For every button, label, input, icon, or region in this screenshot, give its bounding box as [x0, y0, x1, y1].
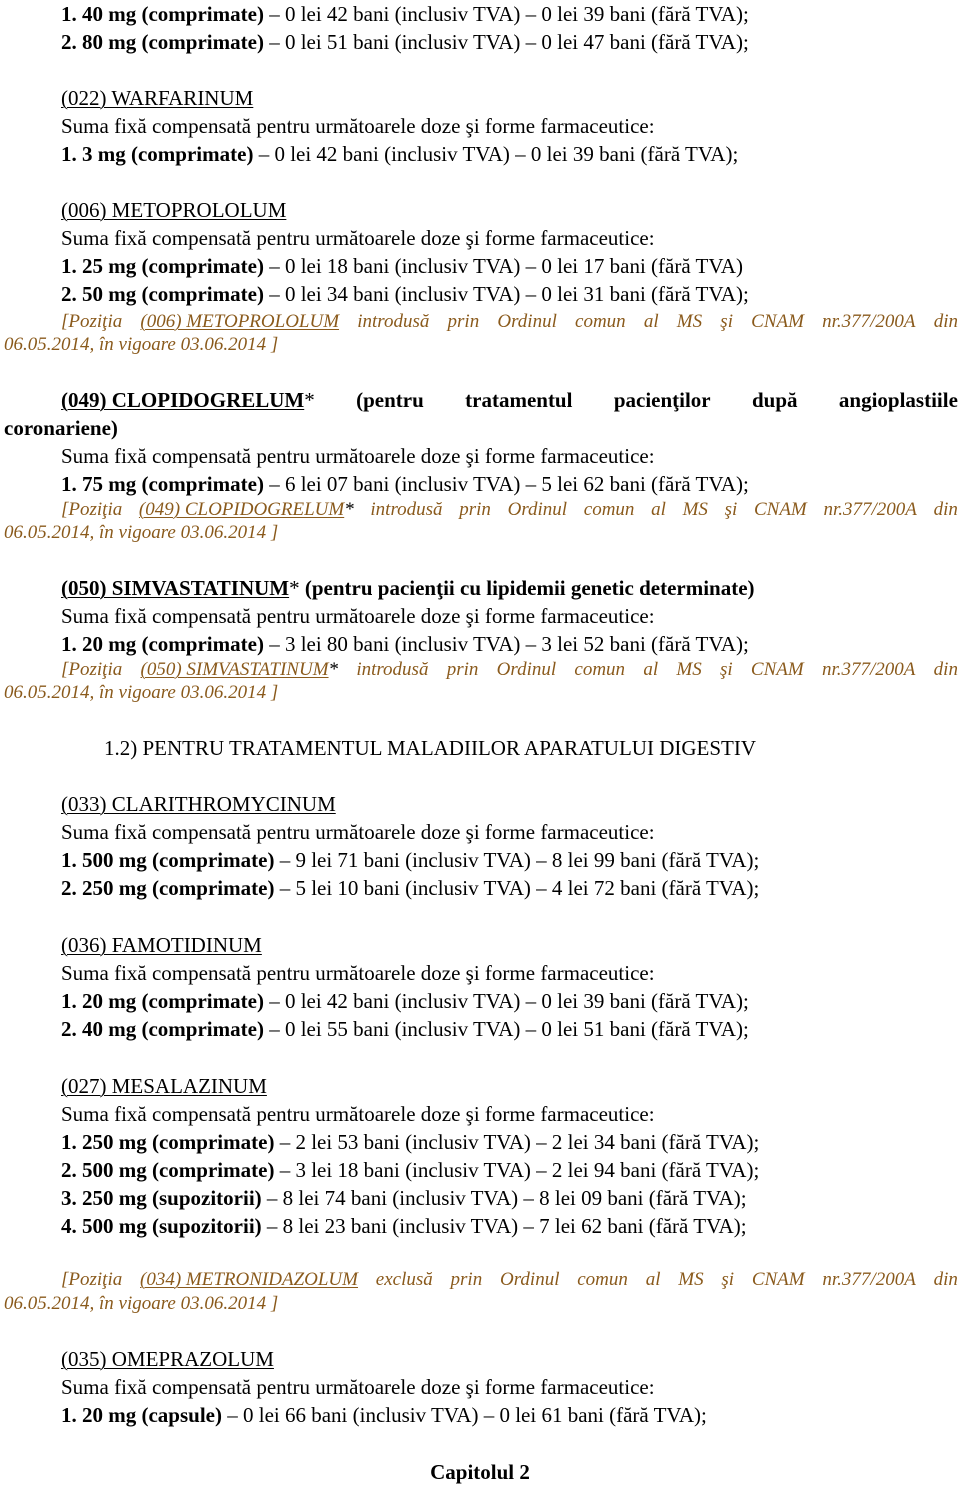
amendment-note: [Poziţia (034) METRONIDAZOLUM exclusă prin Ordinul comun al MS şi CNAM nr.377/200A din: [61, 1269, 958, 1290]
drug-title-famotidine: (036) FAMOTIDINUM: [61, 933, 262, 957]
fixed-sum-label: Suma fixă compensată pentru următoarele doze şi forme farmaceutice:: [61, 444, 655, 468]
amendment-note: [Poziţia (049) CLOPIDOGRELUM* introdusă prin Ordinul comun al MS şi CNAM nr.377/200A din: [61, 499, 958, 520]
fixed-sum-label: Suma fixă compensată pentru următoarele doze şi forme farmaceutice:: [61, 961, 655, 985]
list-item: 1. 40 mg (comprimate) – 0 lei 42 bani (inclusiv TVA) – 0 lei 39 bani (fără TVA);: [61, 2, 749, 26]
amendment-note-date: 06.05.2014, în vigoare 03.06.2014 ]: [4, 334, 279, 355]
list-item: 2. 40 mg (comprimate) – 0 lei 55 bani (inclusiv TVA) – 0 lei 51 bani (fără TVA);: [61, 1017, 749, 1041]
drug-title-metoprolol: (006) METOPROLOLUM: [61, 198, 287, 222]
list-item: 1. 250 mg (comprimate) – 2 lei 53 bani (inclusiv TVA) – 2 lei 34 bani (fără TVA);: [61, 1130, 760, 1154]
fixed-sum-label: Suma fixă compensată pentru următoarele doze şi forme farmaceutice:: [61, 604, 655, 628]
list-item: 1. 20 mg (comprimate) – 3 lei 80 bani (inclusiv TVA) – 3 lei 52 bani (fără TVA);: [61, 632, 749, 656]
list-item: 1. 25 mg (comprimate) – 0 lei 18 bani (inclusiv TVA) – 0 lei 17 bani (fără TVA): [61, 254, 743, 278]
list-item: 1. 20 mg (comprimate) – 0 lei 42 bani (inclusiv TVA) – 0 lei 39 bani (fără TVA);: [61, 989, 749, 1013]
drug-title-simvastatin: (050) SIMVASTATINUM* (pentru pacienţii cu lipidemii genetic determinate): [61, 576, 755, 600]
list-item: 3. 250 mg (supozitorii) – 8 lei 74 bani (inclusiv TVA) – 8 lei 09 bani (fără TVA);: [61, 1186, 747, 1210]
amendment-note: [Poziţia (006) METOPROLOLUM introdusă prin Ordinul comun al MS şi CNAM nr.377/200A din: [61, 311, 958, 332]
drug-title-clarithromycin: (033) CLARITHROMYCINUM: [61, 792, 336, 816]
fixed-sum-label: Suma fixă compensată pentru următoarele doze şi forme farmaceutice:: [61, 820, 655, 844]
list-item: 2. 80 mg (comprimate) – 0 lei 51 bani (inclusiv TVA) – 0 lei 47 bani (fără TVA);: [61, 30, 749, 54]
drug-title-clopidogrel: (049) CLOPIDOGRELUM* (pentru tratamentul pacienţilor după angioplastiile: [61, 388, 958, 412]
amendment-note: [Poziţia (050) SIMVASTATINUM* introdusă prin Ordinul comun al MS şi CNAM nr.377/200A din: [61, 659, 958, 680]
drug-title-continuation: coronariene): [4, 416, 118, 440]
fixed-sum-label: Suma fixă compensată pentru următoarele doze şi forme farmaceutice:: [61, 114, 655, 138]
list-item: 4. 500 mg (supozitorii) – 8 lei 23 bani (inclusiv TVA) – 7 lei 62 bani (fără TVA);: [61, 1214, 747, 1238]
fixed-sum-label: Suma fixă compensată pentru următoarele doze şi forme farmaceutice:: [61, 226, 655, 250]
drug-title-omeprazole: (035) OMEPRAZOLUM: [61, 1347, 274, 1371]
drug-title-mesalazine: (027) MESALAZINUM: [61, 1074, 267, 1098]
list-item: 1. 500 mg (comprimate) – 9 lei 71 bani (inclusiv TVA) – 8 lei 99 bani (fără TVA);: [61, 848, 760, 872]
section-heading: 1.2) PENTRU TRATAMENTUL MALADIILOR APARATULUI DIGESTIV: [104, 736, 757, 760]
fixed-sum-label: Suma fixă compensată pentru următoarele doze şi forme farmaceutice:: [61, 1102, 655, 1126]
list-item: 1. 3 mg (comprimate) – 0 lei 42 bani (inclusiv TVA) – 0 lei 39 bani (fără TVA);: [61, 142, 739, 166]
list-item: 2. 250 mg (comprimate) – 5 lei 10 bani (inclusiv TVA) – 4 lei 72 bani (fără TVA);: [61, 876, 760, 900]
amendment-note-date: 06.05.2014, în vigoare 03.06.2014 ]: [4, 522, 279, 543]
list-item: 2. 500 mg (comprimate) – 3 lei 18 bani (inclusiv TVA) – 2 lei 94 bani (fără TVA);: [61, 1158, 760, 1182]
list-item: 2. 50 mg (comprimate) – 0 lei 34 bani (inclusiv TVA) – 0 lei 31 bani (fără TVA);: [61, 282, 749, 306]
amendment-note-date: 06.05.2014, în vigoare 03.06.2014 ]: [4, 682, 279, 703]
chapter-heading: Capitolul 2: [430, 1460, 530, 1484]
amendment-note-date: 06.05.2014, în vigoare 03.06.2014 ]: [4, 1293, 279, 1314]
list-item: 1. 75 mg (comprimate) – 6 lei 07 bani (inclusiv TVA) – 5 lei 62 bani (fără TVA);: [61, 472, 749, 496]
list-item: 1. 20 mg (capsule) – 0 lei 66 bani (inclusiv TVA) – 0 lei 61 bani (fără TVA);: [61, 1403, 707, 1427]
fixed-sum-label: Suma fixă compensată pentru următoarele doze şi forme farmaceutice:: [61, 1375, 655, 1399]
drug-title-warfarin: (022) WARFARINUM: [61, 86, 254, 110]
